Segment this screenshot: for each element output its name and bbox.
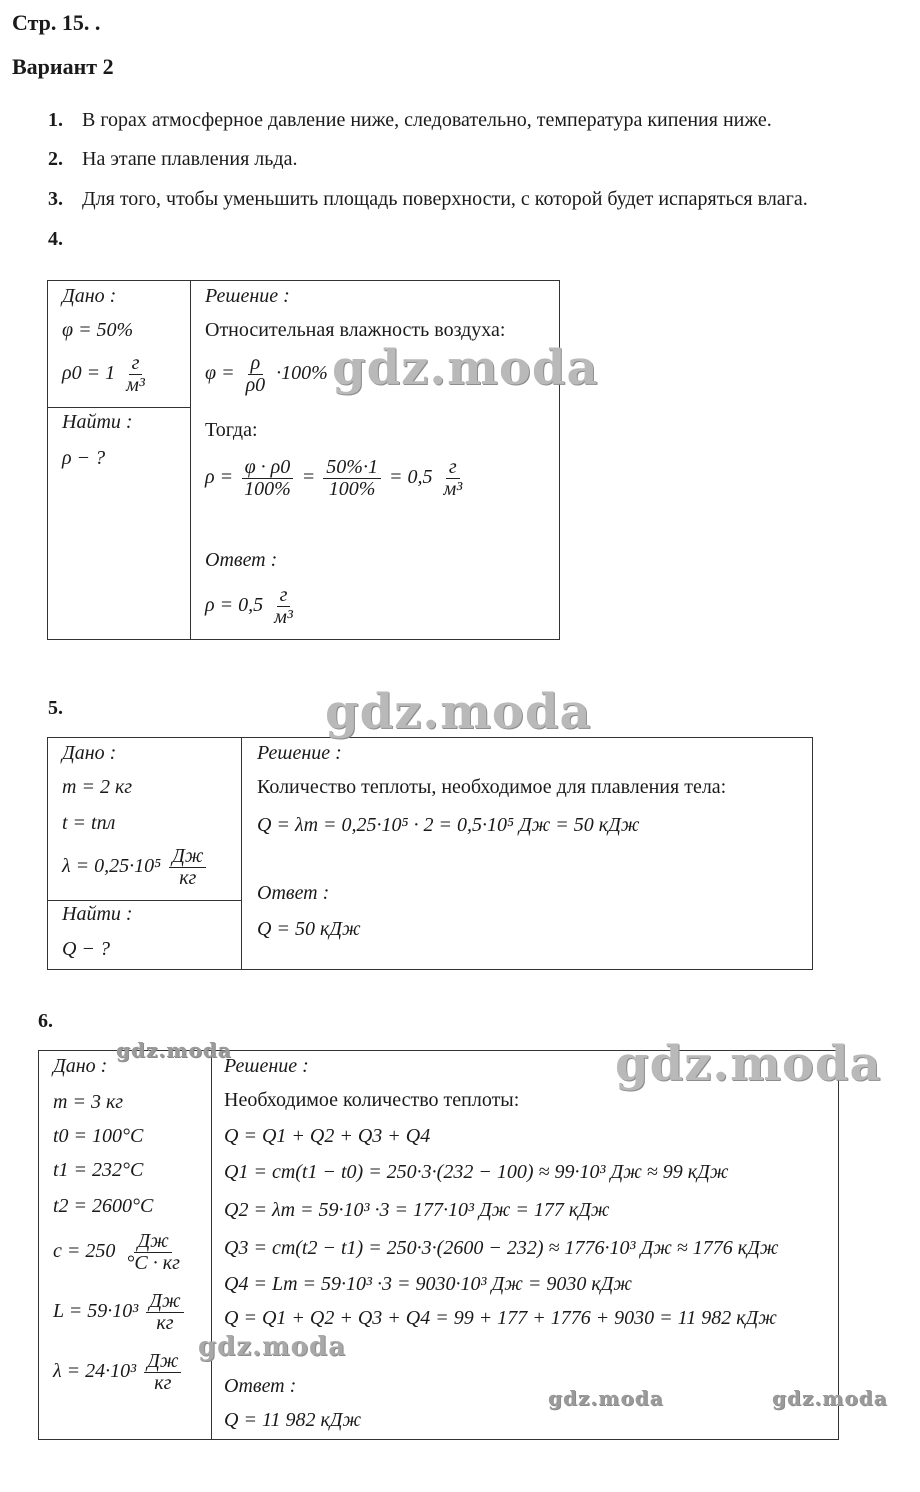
given-rho0: ρ0 = 1 $\frac{г}{\text{м³}}$ — [62, 352, 145, 396]
given-L: L = 59·10³ $\frac{Дж}{кг}$ — [53, 1291, 187, 1334]
naiti-label: Найти : — [62, 903, 133, 925]
given-mass: m = 2 кг — [62, 776, 133, 798]
solution-line-5: Q3 = cm(t2 − t1) = 250·3·(2600 − 232) ≈ 1776·10³ Дж ≈ 1776 кДж — [224, 1237, 779, 1259]
task5-number: 5. — [48, 697, 63, 719]
formula-humidity: φ = $\frac{\rho}{\rho 0}$ ·100% — [205, 352, 328, 396]
given-humidity: φ = 50% — [62, 319, 134, 341]
dano-label: Дано : — [53, 1055, 108, 1077]
given-t2: t2 = 2600°C — [53, 1195, 154, 1217]
dano-label: Дано : — [62, 285, 117, 307]
given-c: c = 250 $\frac{Дж}{^\circ C \cdot кг}$ — [53, 1230, 180, 1274]
solution-formula: Q = λm = 0,25·10⁵ · 2 = 0,5·10⁵ Дж = 50 кДж — [257, 814, 640, 836]
reshenie-label: Решение : — [257, 742, 342, 764]
given-mass: m = 3 кг — [53, 1091, 124, 1113]
dano-label: Дано : — [62, 742, 117, 764]
formula-calc: ρ = $\frac{\varphi \cdot \rho 0}{100\%}$ = $\frac{50\%\cdot 1}{100\%}$ = 0,5 $\frac{г}{\text{м³}}$ — [205, 456, 463, 500]
watermark: gdz.moda — [548, 1386, 664, 1410]
question-text: На этапе плавления льда. — [82, 148, 298, 170]
otvet-label: Ответ : — [205, 549, 278, 571]
find-rho: ρ − ? — [62, 447, 106, 469]
variant-title: Вариант 2 — [12, 54, 114, 79]
solution-line-4: Q2 = λm = 59·10³ ·3 = 177·10³ Дж = 177 кДж — [224, 1199, 610, 1221]
watermark: gdz.moda — [198, 1332, 347, 1362]
solution-then: Тогда: — [205, 419, 258, 441]
given-lambda: λ = 0,25·10⁵ $\frac{Дж}{кг}$ — [62, 846, 209, 889]
watermark: gdz.moda — [325, 684, 592, 740]
solution-line-1: Относительная влажность воздуха: — [205, 319, 506, 341]
answer-5: Q = 50 кДж — [257, 918, 361, 940]
task4-table — [47, 280, 560, 640]
question-2 — [48, 148, 297, 171]
solution-line-6: Q4 = Lm = 59·10³ ·3 = 9030·10³ Дж = 9030 кДж — [224, 1273, 632, 1295]
watermark: gdz.moda — [615, 1036, 882, 1092]
question-number: 4. — [48, 228, 63, 250]
question-number: 1. — [48, 109, 63, 131]
question-3 — [48, 188, 808, 211]
otvet-label: Ответ : — [257, 882, 330, 904]
page-number: Стр. 15. . — [12, 10, 101, 35]
given-t1: t1 = 232°C — [53, 1159, 144, 1181]
find-q: Q − ? — [62, 938, 110, 960]
solution-line-3: Q1 = cm(t1 − t0) = 250·3·(232 − 100) ≈ 99·10³ Дж ≈ 99 кДж — [224, 1161, 729, 1183]
reshenie-label: Решение : — [224, 1055, 309, 1077]
watermark: gdz.moda — [332, 340, 599, 396]
task6-number: 6. — [38, 1010, 53, 1032]
otvet-label: Ответ : — [224, 1375, 297, 1397]
given-t0: t0 = 100°C — [53, 1125, 144, 1147]
question-4 — [48, 228, 82, 251]
task5-table — [47, 737, 813, 970]
watermark: gdz.moda — [772, 1386, 888, 1410]
question-text: В горах атмосферное давление ниже, следовательно, температура кипения ниже. — [82, 109, 772, 131]
answer-6: Q = 11 982 кДж — [224, 1409, 362, 1431]
watermark: gdz.moda — [116, 1038, 232, 1062]
given-lambda: λ = 24·10³ $\frac{Дж}{кг}$ — [53, 1351, 184, 1394]
solution-line-7: Q = Q1 + Q2 + Q3 + Q4 = 99 + 177 + 1776 + 9030 = 11 982 кДж — [224, 1307, 777, 1329]
question-text: Для того, чтобы уменьшить площадь поверхности, с которой будет испаряться влага. — [82, 188, 808, 210]
question-number: 2. — [48, 148, 63, 170]
question-number: 3. — [48, 188, 63, 210]
solution-line-1: Необходимое количество теплоты: — [224, 1089, 520, 1111]
naiti-label: Найти : — [62, 411, 133, 433]
solution-line-2: Q = Q1 + Q2 + Q3 + Q4 — [224, 1125, 431, 1147]
given-temp: t = tпл — [62, 812, 116, 834]
answer-4: ρ = 0,5 $\frac{г}{\text{м³}}$ — [205, 584, 293, 628]
task6-table — [38, 1050, 839, 1440]
solution-line-1: Количество теплоты, необходимое для плавления тела: — [257, 776, 727, 798]
question-1 — [48, 109, 772, 132]
reshenie-label: Решение : — [205, 285, 290, 307]
